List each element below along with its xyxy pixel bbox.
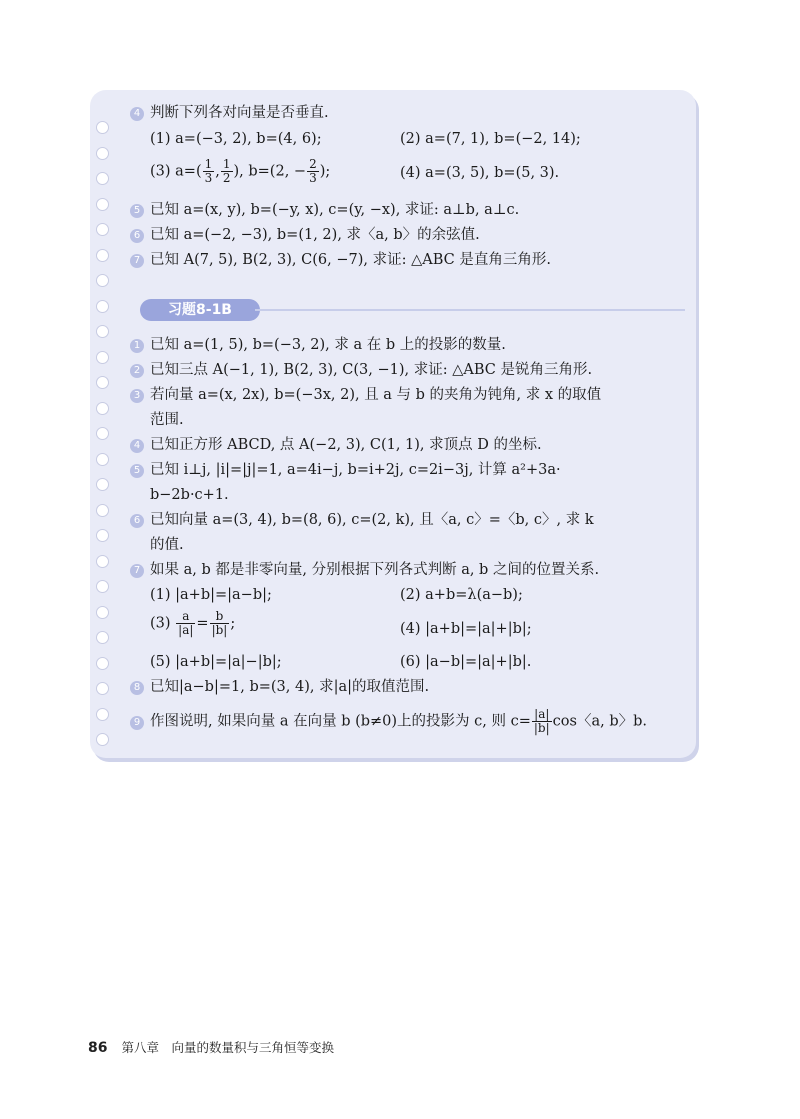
item-text: 已知三点 A(−1, 1), B(2, 3), C(3, −1), 求证: △ABC 是锐角三角形.: [150, 362, 593, 378]
item-text: 已知正方形 ABCD, 点 A(−2, 3), C(1, 1), 求顶点 D 的坐标.: [150, 437, 542, 453]
binder-hole: [96, 300, 109, 313]
sub-item: (2) a=(7, 1), b=(−2, 14);: [400, 131, 581, 147]
binder-hole: [96, 529, 109, 542]
item-text: 判断下列各对向量是否垂直.: [150, 105, 329, 121]
exercise-item: [130, 102, 329, 124]
exercise-item: [130, 249, 551, 271]
sub-item-fraction: (3) $\frac{a}{|a|}$ = $\frac{b}{|b|}$ ;: [150, 609, 236, 637]
binder-hole: [96, 733, 109, 746]
page-footer: [88, 1038, 334, 1056]
fraction: $\frac{1}{3}$: [204, 157, 213, 185]
item-number-badge: 3: [130, 389, 144, 403]
binder-hole: [96, 249, 109, 262]
fraction: $\frac{1}{2}$: [222, 157, 231, 185]
binder-hole: [96, 606, 109, 619]
binder-hole: [96, 478, 109, 491]
item-continuation: b−2b·c+1.: [150, 487, 229, 503]
item-continuation: 范围.: [150, 412, 184, 428]
binder-hole: [96, 631, 109, 644]
fraction: $\frac{2}{3}$: [309, 157, 317, 185]
item-text: 已知 a=(x, y), b=(−y, x), c=(y, −x), 求证: a⊥b, a⊥c.: [150, 202, 520, 218]
sub-item: (4) a=(3, 5), b=(5, 3).: [400, 165, 560, 181]
binder-hole: [96, 708, 109, 721]
binder-hole: [96, 223, 109, 236]
sub-item: (6) |a−b|=|a|+|b|.: [400, 654, 532, 670]
exercise-item: [130, 359, 592, 381]
binder-hole: [96, 351, 109, 364]
binder-hole: [96, 657, 109, 670]
item-text: 已知向量 a=(3, 4), b=(8, 6), c=(2, k), 且〈a, c〉=〈b, c〉, 求 k: [150, 512, 594, 528]
section-divider: [255, 309, 685, 311]
item-text: 已知 A(7, 5), B(2, 3), C(6, −7), 求证: △ABC 是直角三角形.: [150, 252, 551, 268]
sub-item: (1) |a+b|=|a−b|;: [150, 587, 272, 603]
binder-hole: [96, 427, 109, 440]
exercise-item: [130, 199, 519, 221]
item-number-badge: 4: [130, 107, 144, 121]
sub-item: (4) |a+b|=|a|+|b|;: [400, 621, 532, 637]
item-number-badge: 9: [130, 716, 144, 730]
item-text: 作图说明, 如果向量 a 在向量 b (b≠0)上的投影为 c, 则 c=: [150, 713, 531, 730]
exercise-item: [130, 708, 647, 735]
item-number-badge: 6: [130, 229, 144, 243]
item-text: 已知 a=(−2, −3), b=(1, 2), 求〈a, b〉的余弦值.: [150, 227, 480, 243]
sub-item: (1) a=(−3, 2), b=(4, 6);: [150, 131, 322, 147]
exercise-item: [130, 559, 599, 581]
item-text: 已知|a−b|=1, b=(3, 4), 求|a|的取值范围.: [150, 679, 430, 695]
fraction: $\frac{a}{|a|}$: [178, 609, 194, 637]
binder-hole: [96, 121, 109, 134]
item-number-badge: 5: [130, 464, 144, 478]
fraction: $\frac{|a|}{|b|}$: [533, 707, 550, 735]
binder-hole: [96, 274, 109, 287]
binder-hole: [96, 453, 109, 466]
item-continuation: 的值.: [150, 537, 184, 553]
item-number-badge: 7: [130, 254, 144, 268]
binder-hole: [96, 504, 109, 517]
sub-item: (5) |a+b|=|a|−|b|;: [150, 654, 282, 670]
binder-hole: [96, 172, 109, 185]
exercise-item: [130, 224, 480, 246]
item-text: 如果 a, b 都是非零向量, 分别根据下列各式判断 a, b 之间的位置关系.: [150, 562, 600, 578]
exercise-item: [130, 509, 594, 531]
item-text: 若向量 a=(x, 2x), b=(−3x, 2), 且 a 与 b 的夹角为钝角, 求 x 的取值: [150, 387, 602, 403]
item-text: 已知 i⊥j, |i|=|j|=1, a=4i−j, b=i+2j, c=2i−3j, 计算 a²+3a·: [150, 462, 561, 478]
item-number-badge: 6: [130, 514, 144, 528]
binder-hole: [96, 580, 109, 593]
exercise-item: [130, 334, 506, 356]
item-number-badge: 8: [130, 681, 144, 695]
page-number: 86: [88, 1040, 108, 1056]
binder-hole: [96, 376, 109, 389]
binder-hole: [96, 147, 109, 160]
exercise-item: [130, 459, 561, 481]
fraction: $\frac{b}{|b|}$: [211, 609, 228, 637]
binder-hole: [96, 555, 109, 568]
binder-hole: [96, 682, 109, 695]
sub-item-fraction: (3) a=( $\frac{1}{3}$ , $\frac{1}{2}$ ), b=(2, − $\frac{2}{3}$ );: [150, 157, 331, 185]
item-text: cos〈a, b〉b.: [552, 713, 647, 730]
item-number-badge: 1: [130, 339, 144, 353]
binder-hole: [96, 325, 109, 338]
chapter-title: 第八章 向量的数量积与三角恒等变换: [121, 1040, 334, 1055]
exercise-item: [130, 676, 429, 698]
exercise-item: [130, 384, 601, 406]
item-text: 已知 a=(1, 5), b=(−3, 2), 求 a 在 b 上的投影的数量.: [150, 337, 506, 353]
exercise-item: [130, 434, 542, 456]
sub-item: (2) a+b=λ(a−b);: [400, 587, 523, 603]
binder-hole: [96, 198, 109, 211]
item-number-badge: 5: [130, 204, 144, 218]
binder-hole: [96, 402, 109, 415]
item-number-badge: 4: [130, 439, 144, 453]
section-title: 习题8-1B: [140, 299, 260, 321]
item-number-badge: 2: [130, 364, 144, 378]
item-number-badge: 7: [130, 564, 144, 578]
